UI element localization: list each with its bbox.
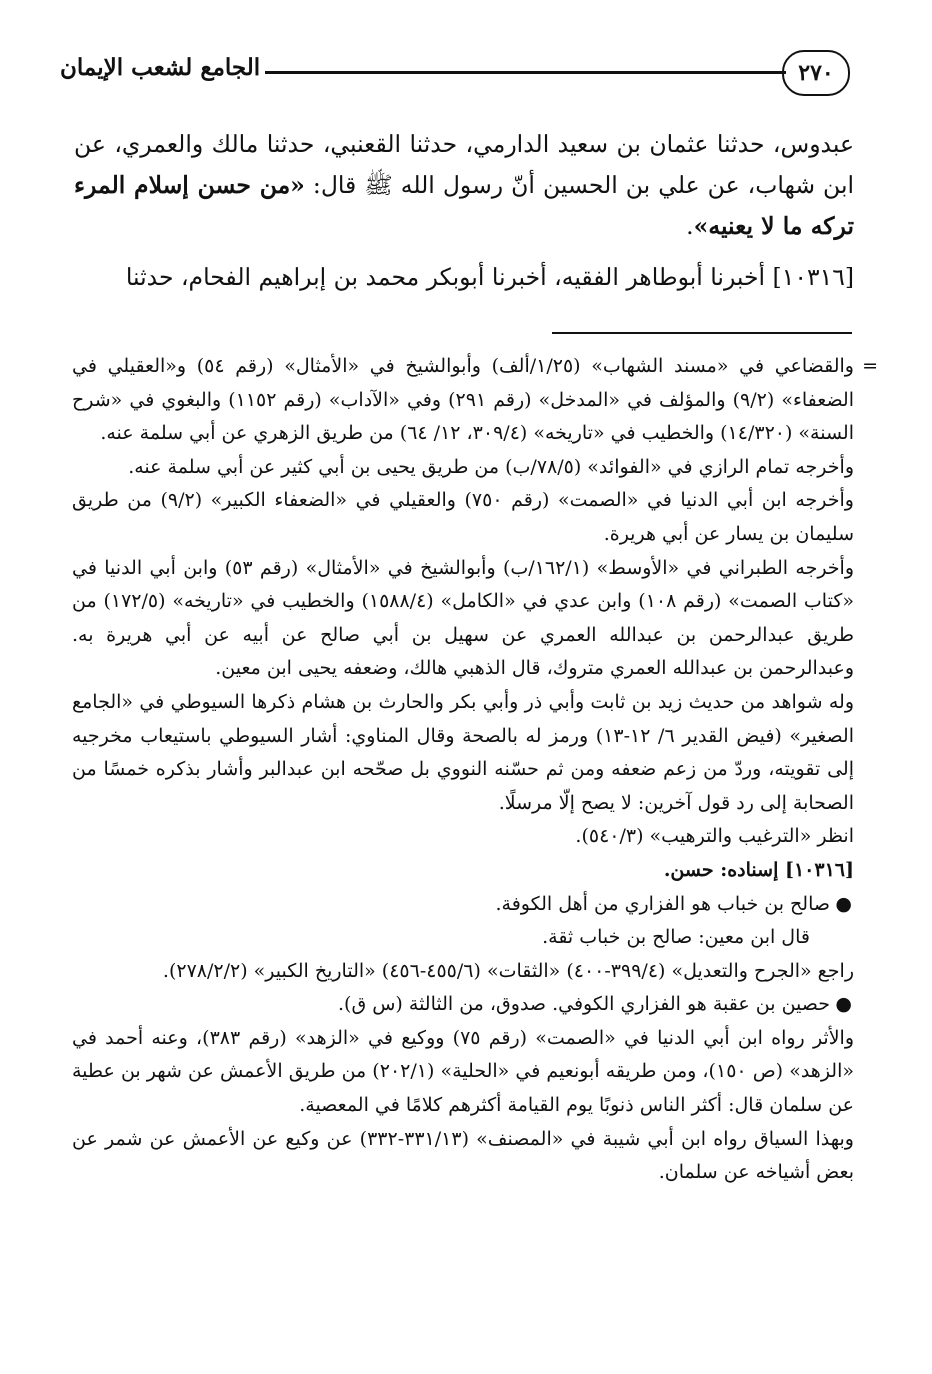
footnote-paragraph: والقضاعي في «مسند الشهاب» (١/٢٥/ألف) وأبوالشيخ في «الأمثال» (رقم ٥٤) و«العقيلي في الضعفاء» (٩/٢) والمؤلف في «المدخل» (رقم ٢٩١) وفي «الآداب» (رقم ١١٥٢) والبغوي في «شرح السنة» (١٤/٣٢٠) والخطيب في «تاريخه» (٣٠٩/٤، ١٢/ ٦٤) من طريق الزهري عن أبي سلمة عنه. [72,355,854,445]
bullet-text: صالح بن خباب هو الفزاري من أهل الكوفة. [495,892,830,915]
header-rule [265,71,786,74]
reference-heading: [١٠٣١٦] إسناده: حسن. [663,858,854,881]
footnote-paragraph: وبهذا السياق رواه ابن أبي شيبة في «المصنف» (٣٣١/١٣-٣٣٢) عن وكيع عن الأعمش عن شمر عن بعض أشياخه عن سلمان. [72,1127,854,1184]
footnote-paragraph: والأثر رواه ابن أبي الدنيا في «الصمت» (رقم ٧٥) ووكيع في «الزهد» (رقم ٣٨٣)، وعنه أحمد في «الزهد» (ص ١٥٠)، ومن طريقه أبونعيم في «الحلية» (٢٠٢/١) من طريق الأعمش عن شهر بن عطية عن سلمان قال: أكثر الناس ذنوبًا يوم القيامة أكثرهم كلامًا في المعصية. [72,1026,855,1117]
bullet-reference: راجع «الجرح والتعديل» (٣٩٩/٤-٤٠٠) «الثقات» (٤٥٥/٦-٤٥٦) «التاريخ الكبير» (٢٧٨/٢/٢). [162,959,854,982]
footnote-paragraph: وله شواهد من حديث زيد بن ثابت وأبي ذر وأبي بكر والحارث بن هشام ذكرها السيوطي في «الجامع الصغير» (فيض القدير ٦/ ١٢-١٣) ورمز له بالصحة وقال المناوي: أشار السيوطي باستيعاب مخرجيه إلى تقويته، وردّ من زعم ضعفه ومن ثم حسّنه النووي بل صحّحه ابن عبدالبر وأشار بذكره خمسًا من الصحابة إلى رد قول آخرين: لا يصح إلّا مرسلًا. [72,690,854,814]
book-title: الجامع لشعب الإيمان [60,54,261,81]
main-paragraph-1-text: عبدوس، حدثنا عثمان بن سعيد الدارمي، حدثنا القعنبي، حدثنا مالك والعمري، عن ابن شهاب، عن علي بن الحسين أنّ رسول الله ﷺ قال: [74,130,855,199]
bullet-icon: ● [835,892,852,915]
footnote-divider [552,332,852,334]
bullet-sub-text: قال ابن معين: صالح بن خباب ثقة. [542,926,810,949]
main-paragraph-1-end: . [686,212,694,240]
footnote-paragraph: وأخرجه الطبراني في «الأوسط» (١٦٢/١/ب) وأبوالشيخ في «الأمثال» (رقم ٥٣) وابن أبي الدنيا في «كتاب الصمت» (رقم ١٠٨) وابن عدي في «الكامل» (١٥٨٨/٤) والخطيب في «تاريخه» (١٧٢/٥) من طريق عبدالرحمن بن عبدالله العمري عن سهيل بن أبي صالح عن أبيه عن أبي هريرة به. وعبدالرحمن بن عبدالله العمري متروك، قال الذهبي هالك، وضعفه يحيى ابن معين. [72,556,855,680]
bullet-item [72,988,854,1022]
bullet-text: حصين بن عقبة هو الفزاري الكوفي. صدوق، من الثالثة (س ق). [338,993,830,1016]
footnote-paragraph: انظر «الترغيب والترهيب» (٥٤٠/٣). [575,825,854,848]
bullet-icon: ● [835,993,852,1016]
main-paragraph-1 [74,124,854,247]
footnote-paragraph: وأخرجه تمام الرازي في «الفوائد» (٧٨/٥/ب) من طريق يحيى بن أبي كثير عن أبي سلمة عنه. [128,455,854,478]
bullet-item [72,888,854,922]
running-header [60,44,860,104]
main-text [74,124,854,298]
footnote-paragraph: وأخرجه ابن أبي الدنيا في «الصمت» (رقم ٧٥٠) والعقيلي في «الضعفاء الكبير» (٩/٢) من طريق سليمان بن يسار عن أبي هريرة. [72,489,854,545]
continuation-mark: = [862,355,878,377]
hadith-quote: «من حسن إسلام المرء تركه ما لا يعنيه» [74,171,854,240]
main-paragraph-2: [١٠٣١٦] أخبرنا أبوطاهر الفقيه، أخبرنا أبوبكر محمد بن إبراهيم الفحام، حدثنا [125,263,854,291]
footnotes [72,350,878,1190]
page-number: ٢٧٠ [782,50,850,96]
